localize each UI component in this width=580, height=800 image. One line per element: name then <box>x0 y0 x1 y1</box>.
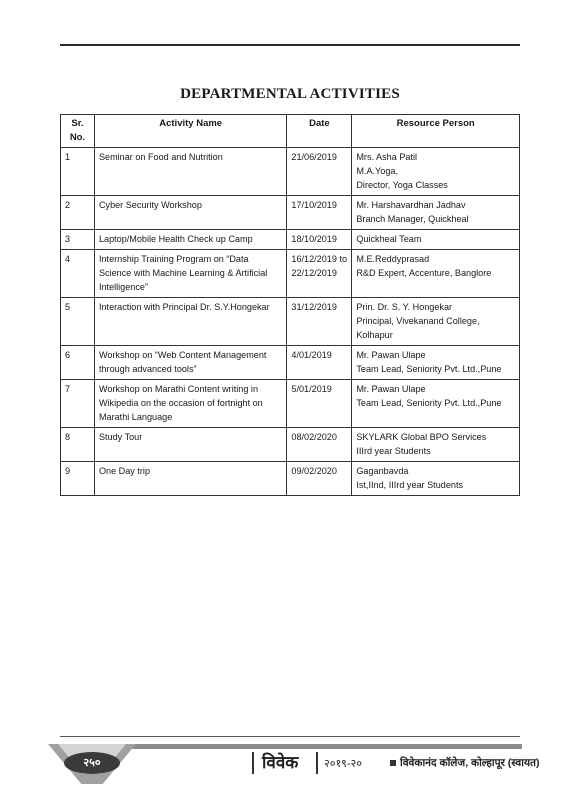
cell-resource-person <box>352 230 520 250</box>
footer-rule <box>60 736 520 737</box>
footer-bullet <box>390 760 396 766</box>
table-row <box>61 346 520 380</box>
page-heading: DEPARTMENTAL ACTIVITIES <box>180 86 400 102</box>
cell-date: 31/12/2019 <box>287 298 352 346</box>
cell-activity-name: Cyber Security Workshop <box>94 196 286 230</box>
cell-resource-person <box>352 250 520 298</box>
table-row <box>61 196 520 230</box>
cell-resource-person <box>352 148 520 196</box>
cell-activity-name: Study Tour <box>94 428 286 462</box>
table-row <box>61 298 520 346</box>
cell-activity-name: Workshop on Marathi Content writing in Wikipedia on the occasion of fortnight on Marathi Language <box>94 380 286 428</box>
cell-date: 21/06/2019 <box>287 148 352 196</box>
resource-person-line: Director, Yoga Classes <box>356 180 448 190</box>
cell-sr-no: 2 <box>61 196 95 230</box>
table-row <box>61 250 520 298</box>
header-activity-name: Activity Name <box>94 115 286 148</box>
resource-person-line: Mrs. Asha Patil <box>356 152 418 162</box>
resource-person-line: Principal, Vivekanand College, Kolhapur <box>356 316 480 340</box>
table-row <box>61 428 520 462</box>
resource-person-line: Mr. Harshavardhan Jadhav <box>356 200 466 210</box>
resource-person-line: Branch Manager, Quickheal <box>356 214 469 224</box>
cell-sr-no: 9 <box>61 462 95 496</box>
resource-person-line: Team Lead, Seniority Pvt. Ltd.,Pune <box>356 398 502 408</box>
header-resource-person: Resource Person <box>352 115 520 148</box>
cell-activity-name: Internship Training Program on “Data Science with Machine Learning & Artificial Intelligence” <box>94 250 286 298</box>
cell-activity-name: Interaction with Principal Dr. S.Y.Hongekar <box>94 298 286 346</box>
resource-person-line: Mr. Pawan Ulape <box>356 350 426 360</box>
resource-person-line: SKYLARK Global BPO Services <box>356 432 487 442</box>
cell-sr-no: 4 <box>61 250 95 298</box>
resource-person-line: M.E.Reddyprasad <box>356 254 430 264</box>
cell-sr-no: 3 <box>61 230 95 250</box>
cell-resource-person <box>352 298 520 346</box>
cell-activity-name: Workshop on “Web Content Management through advanced tools” <box>94 346 286 380</box>
cell-resource-person <box>352 380 520 428</box>
footer-college: विवेकानंद कॉलेज, कोल्हापूर (स्वायत) <box>400 757 540 769</box>
cell-date: 18/10/2019 <box>287 230 352 250</box>
table-row <box>61 230 520 250</box>
resource-person-line: IIIrd year Students <box>356 446 431 456</box>
resource-person-line: Gaganbavda <box>356 466 409 476</box>
cell-date: 16/12/2019 to 22/12/2019 <box>287 250 352 298</box>
resource-person-line: R&D Expert, Accenture, Banglore <box>356 268 492 278</box>
cell-sr-no: 1 <box>61 148 95 196</box>
resource-person-line: Quickheal Team <box>356 234 422 244</box>
cell-sr-no: 5 <box>61 298 95 346</box>
resource-person-line: Mr. Pawan Ulape <box>356 384 426 394</box>
resource-person-line: Ist,IInd, IIIrd year Students <box>356 480 464 490</box>
cell-activity-name: Seminar on Food and Nutrition <box>94 148 286 196</box>
cell-sr-no: 8 <box>61 428 95 462</box>
resource-person-line: M.A.Yoga, <box>356 166 398 176</box>
table-row <box>61 148 520 196</box>
activities-table <box>60 114 520 496</box>
footer-divider-right <box>316 752 318 774</box>
header-date: Date <box>287 115 352 148</box>
resource-person-line: Team Lead, Seniority Pvt. Ltd.,Pune <box>356 364 502 374</box>
header-sr-no: Sr. No. <box>61 115 95 148</box>
cell-resource-person <box>352 428 520 462</box>
cell-date: 09/02/2020 <box>287 462 352 496</box>
cell-resource-person <box>352 196 520 230</box>
cell-resource-person <box>352 462 520 496</box>
cell-date: 08/02/2020 <box>287 428 352 462</box>
table-row <box>61 462 520 496</box>
footer-brand: विवेक <box>262 753 299 772</box>
footer-divider-left <box>252 752 254 774</box>
table-header-row <box>61 115 520 148</box>
cell-date: 17/10/2019 <box>287 196 352 230</box>
cell-sr-no: 7 <box>61 380 95 428</box>
cell-activity-name: Laptop/Mobile Health Check up Camp <box>94 230 286 250</box>
footer-year: २०१९-२० <box>324 758 362 770</box>
page-number: २५० <box>64 752 120 774</box>
table-body <box>61 148 520 496</box>
cell-sr-no: 6 <box>61 346 95 380</box>
cell-resource-person <box>352 346 520 380</box>
resource-person-line: Prin. Dr. S. Y. Hongekar <box>356 302 453 312</box>
cell-date: 4/01/2019 <box>287 346 352 380</box>
cell-date: 5/01/2019 <box>287 380 352 428</box>
cell-activity-name: One Day trip <box>94 462 286 496</box>
top-rule <box>60 44 520 46</box>
table-row <box>61 380 520 428</box>
